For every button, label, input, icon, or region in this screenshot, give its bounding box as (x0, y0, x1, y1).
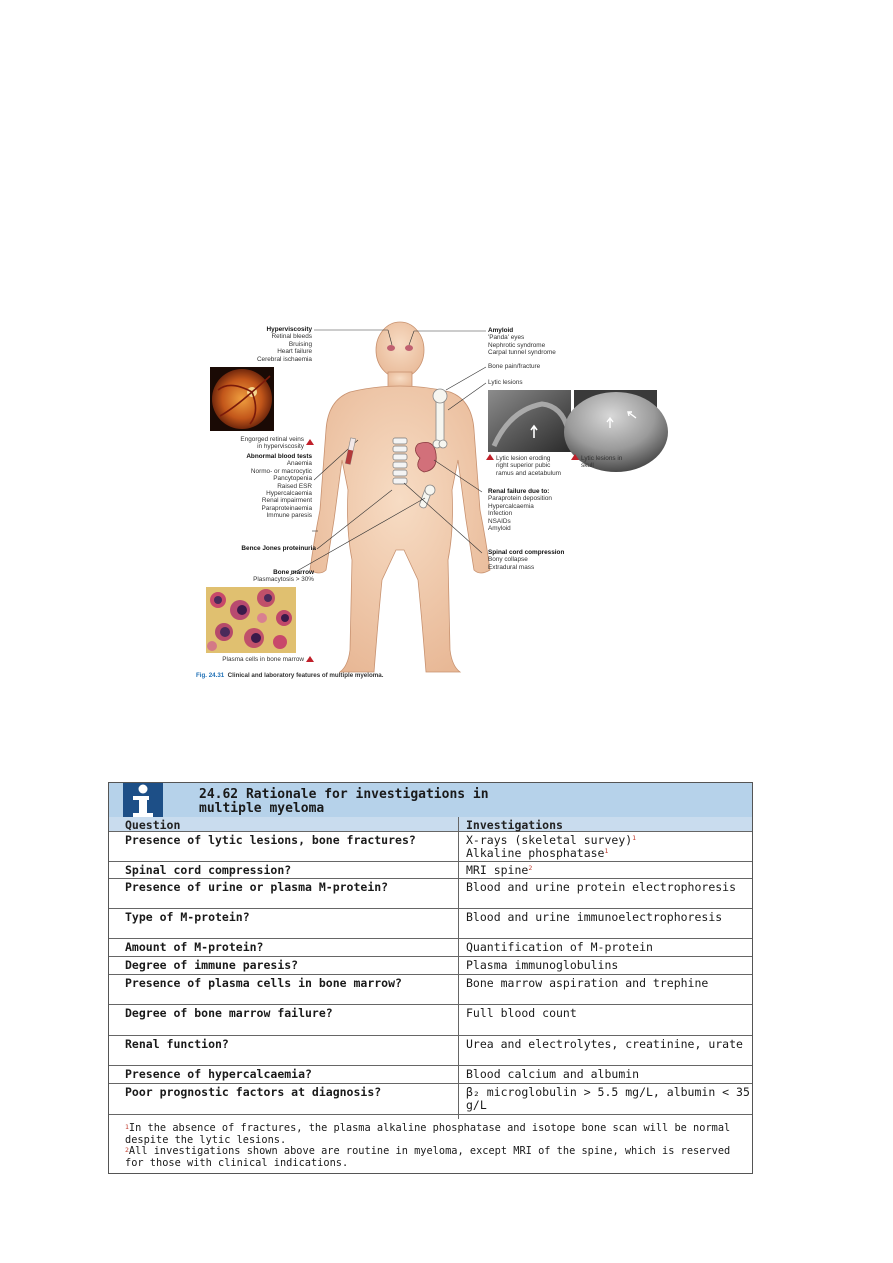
column-header-investigations: Investigations (466, 818, 563, 832)
table-footnotes (125, 1123, 740, 1169)
bence-jones-label: Bence Jones proteinuria (241, 545, 316, 552)
renal-failure-label: Renal failure due to: Paraprotein deposition Hypercalcaemia Infection NSAIDs Amyloid (488, 488, 552, 533)
bone-pain-label: Bone pain/fracture (488, 363, 541, 370)
myeloma-figure (190, 320, 710, 685)
retina-caption: Engorged retinal veins in hyperviscosity (240, 436, 304, 451)
investigations-box (108, 782, 753, 1174)
table-row: Spinal cord compression? MRI spine$^2$ (109, 862, 752, 879)
box-header (109, 783, 752, 817)
triangle-marker-marrow (306, 656, 314, 662)
figure-caption: Fig. 24.31 Clinical and laboratory features of multiple myeloma. (196, 672, 384, 679)
xray1-caption: Lytic lesion eroding right superior pubic ramus and acetabulum (496, 455, 562, 477)
table-row: Presence of urine or plasma M-protein? Blood and urine protein electrophoresis (109, 879, 752, 909)
box-title: 24.62 Rationale for investigations in multiple myeloma (199, 787, 489, 816)
pelvis-xray-photo (488, 390, 571, 452)
hyperviscosity-label: Hyperviscosity Retinal bleeds Bruising Heart failure Cerebral ischaemia (256, 326, 312, 363)
human-body (310, 322, 490, 672)
table-column-headers (109, 817, 752, 832)
bone-marrow-photo (206, 587, 296, 653)
triangle-marker-xray1 (486, 454, 494, 460)
table-row: Degree of immune paresis? Plasma immunoglobulins (109, 957, 752, 975)
abnormal-blood-tests-label: Abnormal blood tests Anaemia Normo- or macrocytic Pancytopenia Raised ESR Hypercalcaemia Renal impairment Paraproteinaemia Immune paresis (246, 453, 312, 520)
info-icon (123, 783, 163, 819)
lytic-lesions-label: Lytic lesions (488, 379, 523, 386)
table-row: Type of M-protein? Blood and urine immunoelectrophoresis (109, 909, 752, 939)
table-row: Amount of M-protein? Quantification of M-protein (109, 939, 752, 957)
table-row: Presence of plasma cells in bone marrow? Bone marrow aspiration and trephine (109, 975, 752, 1005)
panda-eye-left (387, 345, 395, 351)
column-header-question: Question (125, 818, 181, 832)
table-row: Presence of lytic lesions, bone fractures? X-rays (skeletal survey)$^1$ Alkaline phosphatase$^1$ (109, 832, 752, 862)
footnote-1: $^1$In the absence of fractures, the plasma alkaline phosphatase and isotope bone scan will be normal despite the lytic lesions. (125, 1122, 731, 1146)
footnote-2: $^2$All investigations shown above are routine in myeloma, except MRI of the spine, which is reserved for those with clinical indications. (125, 1145, 731, 1169)
table-row: Presence of hypercalcaemia? Blood calcium and albumin (109, 1066, 752, 1084)
spinal-cord-label: Spinal cord compression Bony collapse Extradural mass (488, 549, 565, 571)
plasma-cells-caption: Plasma cells in bone marrow (222, 656, 304, 663)
table-body (109, 832, 752, 1115)
triangle-marker-retina (306, 439, 314, 445)
bone-marrow-label: Bone marrow Plasmacytosis > 30% (253, 569, 314, 584)
panda-eye-right (405, 345, 413, 351)
retina-photo (210, 367, 274, 431)
amyloid-label: Amyloid 'Panda' eyes Nephrotic syndrome Carpal tunnel syndrome (488, 327, 556, 357)
table-row: Poor prognostic factors at diagnosis? β₂ microglobulin > 5.5 mg/L, albumin < 35 g/L (109, 1084, 752, 1115)
table-row: Renal function? Urea and electrolytes, creatinine, urate (109, 1036, 752, 1066)
table-row: Degree of bone marrow failure? Full blood count (109, 1005, 752, 1036)
xray2-caption: Lytic lesions in skull (581, 455, 623, 470)
